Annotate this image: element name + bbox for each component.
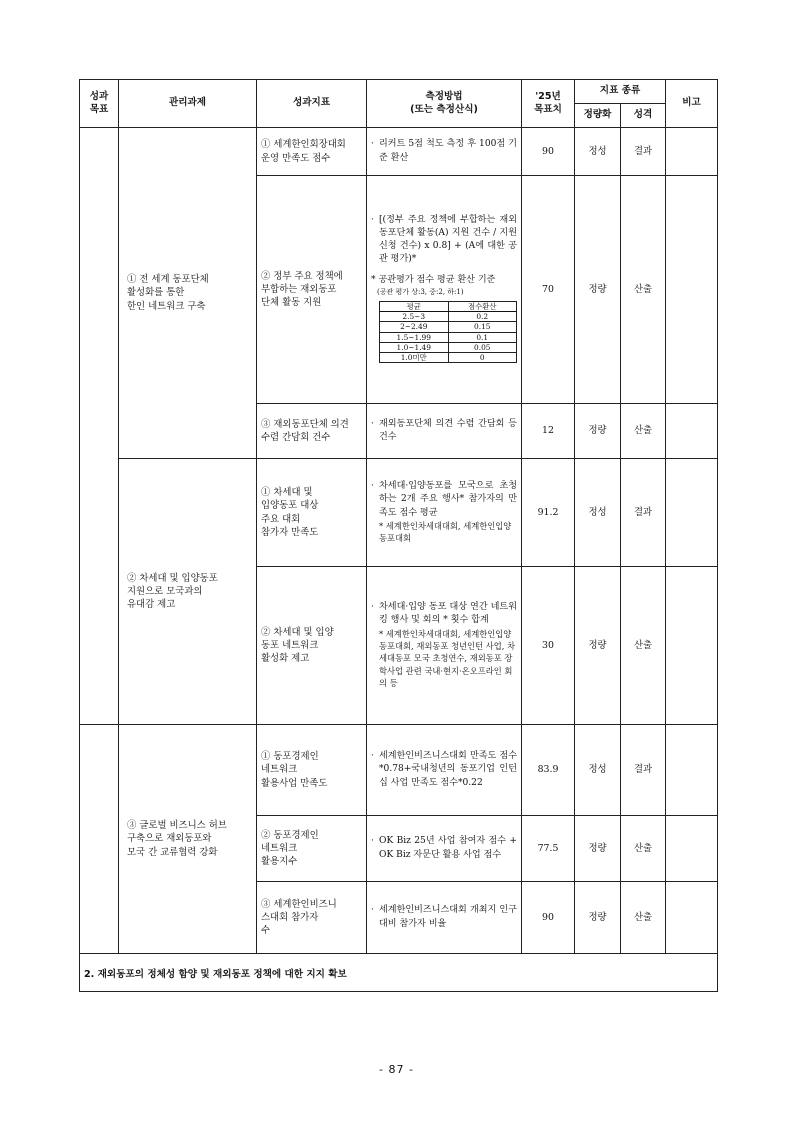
section-heading: 2. 재외동포의 정체성 함양 및 재외동포 정책에 대한 지지 확보	[80, 954, 718, 992]
task-cell: ③ 글로벌 비즈니스 허브 구축으로 재외동포와 모국 간 교류협력 강화	[119, 725, 257, 954]
type-cell: 결과	[621, 725, 666, 816]
quant-cell: 정성	[575, 725, 621, 816]
conversion-cell: 0	[448, 353, 517, 363]
indicator-cell: ② 정부 주요 정책에 부합하는 재외동포 단체 활동 지원	[257, 176, 367, 404]
indicator-cell: ① 동포경제인 네트워크 활용사업 만족도	[257, 725, 367, 816]
header-kind-quant: 정량화	[575, 104, 621, 128]
target-cell: 70	[522, 176, 575, 404]
indicator-cell: ③ 세계한인비즈니 스대회 참가자 수	[257, 882, 367, 954]
conversion-header: 점수환산	[448, 301, 517, 311]
quant-cell: 정량	[575, 882, 621, 954]
header-goal: 성과 목표	[80, 80, 119, 128]
goal-cell	[80, 725, 119, 954]
method-note-small: (공관 평가 상:3, 중:2, 하:1)	[377, 288, 464, 297]
indicator-cell: ③ 재외동포단체 의견 수렴 간담회 건수	[257, 404, 367, 459]
header-task: 관리과제	[119, 80, 257, 128]
method-note: * 공관평가 점수 평균 환산 기준	[371, 275, 496, 286]
type-cell: 산출	[621, 882, 666, 954]
conversion-cell: 0.1	[448, 332, 517, 342]
target-cell: 12	[522, 404, 575, 459]
method-cell: · OK Biz 25년 사업 참여자 점수 + OK Biz 자문단 활용 사업 점수	[367, 816, 522, 882]
task-cell: ① 전 세계 동포단체 활성화를 통한 한인 네트워크 구축	[119, 128, 257, 459]
header-method: 측정방법 (또는 측정산식)	[367, 80, 522, 128]
method-cell: · 재외동포단체 의견 수렴 간담회 등 건수	[367, 404, 522, 459]
task-cell: ② 차세대 및 입양동포 지원으로 모국과의 유대감 제고	[119, 459, 257, 725]
conversion-cell: 1.0미만	[380, 353, 449, 363]
header-remark: 비고	[666, 80, 718, 128]
method-text: 재외동포단체 의견 수렴 간담회 등 건수	[379, 418, 517, 442]
quant-cell: 정성	[575, 128, 621, 176]
method-note: * 세계한인차세대대회, 세계한인입양동포대회, 재외동포 청년인턴 사업, 차세대동포 모국 초청연수, 재외동포 장학사업 관련 국내·현지·온오프라인 회의 등	[379, 628, 516, 689]
method-text: 세계한인비즈니스대회 개최지 인구대비 참가자 비율	[379, 905, 517, 929]
remark-cell	[666, 567, 718, 725]
remark-cell	[666, 816, 718, 882]
method-text: 세계한인비즈니스대회 만족도 점수*0.78+국내청년의 동포기업 인턴십 사업 만족도 점수*0.22	[379, 751, 517, 788]
table-row	[80, 725, 718, 816]
target-cell: 91.2	[522, 459, 575, 567]
conversion-cell: 2~2.49	[380, 322, 449, 332]
quant-cell: 정량	[575, 176, 621, 404]
remark-cell	[666, 725, 718, 816]
method-cell: · 리커트 5점 척도 측정 후 100점 기준 환산	[367, 128, 522, 176]
quant-cell: 정량	[575, 816, 621, 882]
method-text: [(정부 주요 정책에 부합하는 재외동포단체 활동(A) 지원 건수 / 지원 신청 건수) x 0.8] + (A에 대한 공관 평가)*	[379, 214, 517, 265]
conversion-cell: 0.2	[448, 312, 517, 322]
table-row	[80, 459, 718, 567]
conversion-header: 평균	[380, 301, 449, 311]
type-cell: 산출	[621, 176, 666, 404]
remark-cell	[666, 128, 718, 176]
method-text: OK Biz 25년 사업 참여자 점수 + OK Biz 자문단 활용 사업 점수	[379, 836, 517, 860]
type-cell: 결과	[621, 459, 666, 567]
conversion-table	[379, 301, 517, 364]
method-text: 차세대·입양동포를 모국으로 초청하는 2개 주요 행사* 참가자의 만족도 점수 평균	[379, 481, 517, 518]
quant-cell: 정성	[575, 459, 621, 567]
method-cell: · 차세대·입양동포를 모국으로 초청하는 2개 주요 행사* 참가자의 만족도 점수 평균 * 세계한인차세대대회, 세계한인입양동포대회	[367, 459, 522, 567]
performance-table-container	[79, 79, 717, 992]
indicator-cell: ① 세계한인회장대회 운영 만족도 점수	[257, 128, 367, 176]
header-indicator: 성과지표	[257, 80, 367, 128]
type-cell: 산출	[621, 567, 666, 725]
target-cell: 30	[522, 567, 575, 725]
indicator-cell: ② 동포경제인 네트워크 활용지수	[257, 816, 367, 882]
quant-cell: 정량	[575, 567, 621, 725]
conversion-cell: 2.5~3	[380, 312, 449, 322]
quant-cell: 정량	[575, 404, 621, 459]
remark-cell	[666, 459, 718, 567]
header-target: '25년 목표치	[522, 80, 575, 128]
method-cell: · [(정부 주요 정책에 부합하는 재외동포단체 활동(A) 지원 건수 / 지원 신청 건수) x 0.8] + (A에 대한 공관 평가)* * 공관평가 점수 평균 환산 기준 (공관 평가 상:3, 중:2, 하:1) 평균 점수환산 2.5~3 0.2 2~2.49 0.15 1.5~1.99 0.1 1.0~1.49 0.05 1.0미만 0	[367, 176, 522, 404]
conversion-cell: 1.0~1.49	[380, 342, 449, 352]
remark-cell	[666, 882, 718, 954]
type-cell: 결과	[621, 128, 666, 176]
remark-cell	[666, 404, 718, 459]
conversion-cell: 0.15	[448, 322, 517, 332]
method-note: * 세계한인차세대대회, 세계한인입양동포대회	[379, 520, 512, 544]
method-cell: · 세계한인비즈니스대회 만족도 점수*0.78+국내청년의 동포기업 인턴십 사업 만족도 점수*0.22	[367, 725, 522, 816]
conversion-cell: 0.05	[448, 342, 517, 352]
target-cell: 83.9	[522, 725, 575, 816]
target-cell: 90	[522, 128, 575, 176]
remark-cell	[666, 176, 718, 404]
header-kind-type: 성격	[621, 104, 666, 128]
conversion-cell: 1.5~1.99	[380, 332, 449, 342]
method-cell: · 차세대·입양 동포 대상 연간 네트워킹 행사 및 회의 * 횟수 합계 * 세계한인차세대대회, 세계한인입양동포대회, 재외동포 청년인턴 사업, 차세대동포 모국 초청연수, 재외동포 장학사업 관련 국내·현지·온오프라인 회의 등	[367, 567, 522, 725]
page-number: - 87 -	[379, 1063, 414, 1076]
goal-cell	[80, 128, 119, 725]
target-cell: 77.5	[522, 816, 575, 882]
header-kind: 지표 종류	[575, 80, 666, 104]
type-cell: 산출	[621, 816, 666, 882]
method-text: 차세대·입양 동포 대상 연간 네트워킹 행사 및 회의 * 횟수 합계	[379, 602, 517, 626]
performance-indicator-table	[79, 79, 718, 992]
type-cell: 산출	[621, 404, 666, 459]
indicator-cell: ① 차세대 및 입양동포 대상 주요 대회 참가자 만족도	[257, 459, 367, 567]
indicator-cell: ② 차세대 및 입양 동포 네트워크 활성화 제고	[257, 567, 367, 725]
method-cell: · 세계한인비즈니스대회 개최지 인구대비 참가자 비율	[367, 882, 522, 954]
method-text: 리커트 5점 척도 측정 후 100점 기준 환산	[379, 139, 517, 163]
table-row	[80, 128, 718, 176]
section-heading-row	[80, 954, 718, 992]
target-cell: 90	[522, 882, 575, 954]
